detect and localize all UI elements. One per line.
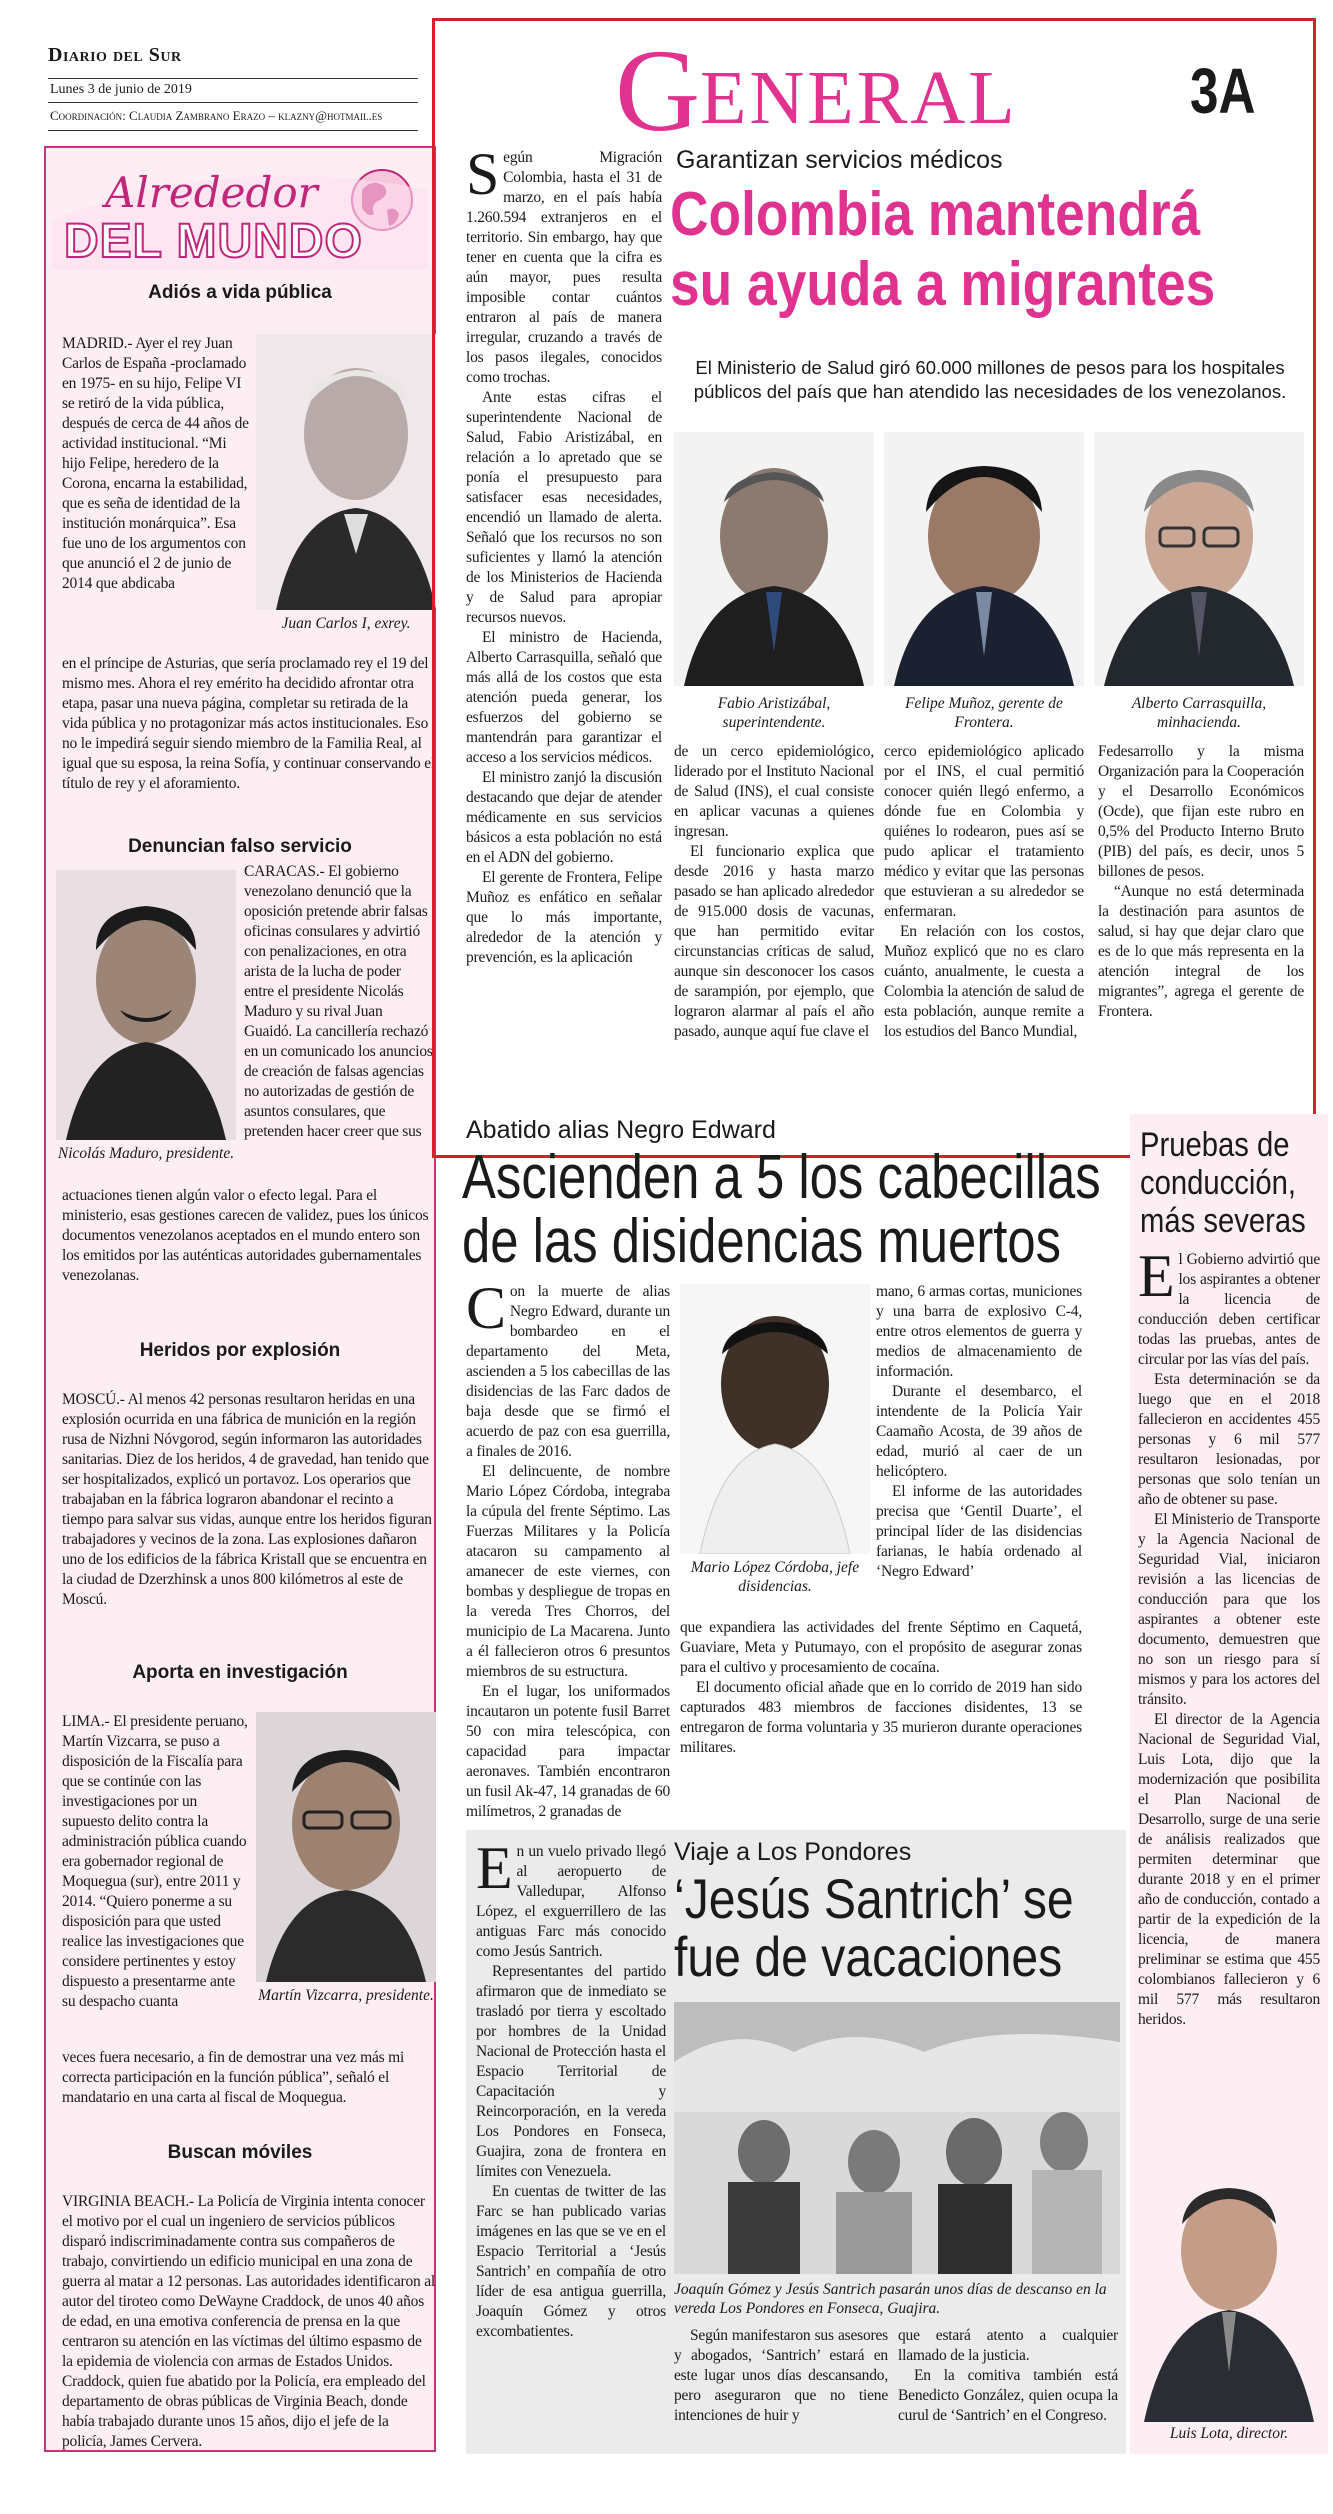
headline-falso-servicio: Denuncian falso servicio <box>128 836 352 857</box>
paragraph: El Ministerio de Transporte y la Agencia Nacional de Seguridad Vial, iniciaron revisión a las licencias de conducción para que los aspirantes a obtener este documento, demuestren que no son un riesgo para sí mismos y para los actores del tránsito. <box>1138 1511 1320 1708</box>
drop-cap: E <box>1138 1243 1175 1309</box>
photo-nicolas-maduro <box>56 870 236 1140</box>
article-text-column <box>1138 1243 1320 2030</box>
paragraph: Durante el desembarco, el intendente de la Policía Yair Caamaño Acosta, de 39 años de edad, murió al caer de un helicóptero. <box>876 1383 1082 1480</box>
newspaper-name: Diario del Sur <box>48 44 182 66</box>
drop-cap: C <box>466 1275 506 1341</box>
article-text-column <box>466 141 662 968</box>
photo-caption: Fabio Aristizábal, superintendente. <box>717 695 831 731</box>
paragraph: El delincuente, de nombre Mario López Córdoba, integraba la cúpula del frente Séptimo. Las Fuerzas Militares y la Policía atacaron su campamento al amanecer de este viernes, con bombas y despliegue de tropas en la vereda Tres Chorros, del municipio de La Macarena. Junto a él fallecieron otros 6 presuntos miembros de su estructura. <box>466 1463 670 1680</box>
paragraph: Según manifestaron sus asesores y abogados, ‘Santrich’ estará en este lugar unos días descansando, pero aseguraron que no tiene intenciones de huir y <box>674 2327 888 2424</box>
issue-date: Lunes 3 de junio de 2019 <box>50 82 192 97</box>
article-text-column <box>876 1282 1082 1582</box>
photo-mario-lopez-cordoba <box>680 1284 870 1554</box>
drop-cap: E <box>476 1835 513 1901</box>
headline <box>674 1867 1074 1988</box>
photo-fabio-aristizabal <box>674 432 874 686</box>
paragraph: Representantes del partido afirmaron que de inmediato se trasladó por tierra y escoltado por hombres de la Unidad Nacional de Protección hasta el Espacio Territorial de Capacitación y Reincorporación, en la vereda Los Pondores en Fonseca, Guajira, zona de frontera en límites con Venezuela. <box>476 1963 666 2180</box>
paragraph: El documento oficial añade que en lo corrido de 2019 han sido capturados 483 miembros de facciones disidentes, 13 se entregaron de forma voluntaria y 35 murieron durante operaciones militares. <box>680 1679 1082 1756</box>
paragraph: En la comitiva también está Benedicto González, quien ocupa la curul de ‘Santrich’ en el Congreso. <box>898 2367 1118 2424</box>
paragraph: El funcionario explica que desde 2016 y hasta marzo pasado se han aplicado alrededor de 915.000 dosis de vacunas, que han permitido evitar circunstancias críticas de salud, aunque sin desconocer los casos de sarampión, por ejemplo, que lograron alarmar al país el año pasado, aunque aquí fue clave el <box>674 843 874 1040</box>
kicker: Garantizan servicios médicos <box>676 146 1003 174</box>
paragraph: El ministro de Hacienda, Alberto Carrasquilla, señaló que más allá de los costos que esta atención pueda generar, los esfuerzos del gobierno se mantendrán para garantizar el acceso a los servicios médicos. <box>466 629 662 766</box>
paragraph: El director de la Agencia Nacional de Seguridad Vial, Luis Lota, dijo que la modernización que posibilita el Plan Nacional de Desarrollo, surge de una serie de análisis realizados que permiten determinar que durante 2018 y en el primer año de conducción, contado a partir de la expedición de la licencia, de manera preliminar se estima que 455 colombianos fallecieron y 6 mil 577 más resultaron heridos. <box>1138 1711 1320 2028</box>
article-text-column <box>674 742 874 1042</box>
headline-line: su ayuda a migrantes <box>670 250 1216 319</box>
photo-caption: Felipe Muñoz, gerente de Frontera. <box>905 695 1063 731</box>
paragraph: Fedesarrollo y la misma Organización para la Cooperación y el Desarrollo Económicos (Ocde), que fijan este rubro en 0,5% del Producto Interno Bruto (PIB) del país, es decir, unos 5 billones de pesos. <box>1098 743 1304 880</box>
paragraph: l Gobierno advirtió que los aspirantes a obtener la licencia de conducción deben certificar todas las pruebas, antes de circular por las vías del país. <box>1138 1251 1320 1368</box>
article-text: LIMA.- El presidente peruano, Martín Vizcarra, se puso a disposición de la Fiscalía para que se continúe con las investigaciones por un supuesto delito contra la administración pública cuando era gobernador regional de Moquegua (sur), entre 2011 y 2014. “Quiero ponerme a su disposición para que usted realice las investigaciones que considere pertinentes y estoy dispuesto a presentarme ante su despacho cuanta <box>62 1713 248 2010</box>
photo-santrich-group <box>674 2002 1120 2274</box>
divider <box>48 102 418 103</box>
headline <box>462 1143 1101 1276</box>
drop-cap: S <box>466 141 500 207</box>
section-title-initial: G <box>615 25 701 156</box>
photo-caption: Juan Carlos I, exrey. <box>281 615 411 632</box>
banner-script-text: Alrededor <box>105 168 318 217</box>
photo-juan-carlos <box>256 334 436 610</box>
photo-caption: Nicolás Maduro, presidente. <box>57 1145 235 1162</box>
photo-felipe-munoz <box>884 432 1084 686</box>
article-text-column <box>898 2326 1118 2426</box>
divider <box>48 130 418 131</box>
main-headline <box>670 180 1220 320</box>
article-text: CARACAS.- El gobierno venezolano denunció que la oposición pretende abrir falsas oficinas consulares y advirtió con penalizaciones, en otra arista de la lucha de poder entre el presidente Nicolás Maduro y su rival Juan Guaidó. La cancillería rechazó en un comunicado los anuncios de creación de falsas agencias no autorizadas de gestión de asuntos consulares, que pretenden hacer creer que sus <box>244 863 433 1140</box>
paragraph: de un cerco epidemiológico, liderado por el Instituto Nacional de Salud (INS), el cual consiste en aplicar vacunas a quienes ingresan. <box>674 743 874 840</box>
paragraph: que estará atento a cualquier llamado de la justicia. <box>898 2327 1118 2364</box>
headline-adios: Adiós a vida pública <box>148 282 332 303</box>
photo-alberto-carrasquilla <box>1094 432 1304 686</box>
paragraph: En relación con los costos, Muñoz explicó que no es claro cuánto, anualmente, le cuesta a Colombia la atención de salud de esta población, aunque remite a los estudios del Banco Mundial, <box>884 923 1084 1040</box>
paragraph: cerco epidemiológico aplicado por el INS, el cual permitió conocer quién llegó enfermo, a dónde fue en Colombia y quiénes lo rodearon, pues así se pudo aplicar el tratamiento médico y evitar que las personas que estuvieran a su alrededor se enfermaran. <box>884 743 1084 920</box>
paragraph: El informe de las autoridades precisa que ‘Gentil Duarte’, el principal líder de las disidencias farianas, le había ordenado al ‘Negro Edward’ <box>876 1483 1082 1580</box>
article-text: MADRID.- Ayer el rey Juan Carlos de España -proclamado en 1975- en su hijo, Felipe VI se retiró de la vida pública, después de cerca de 44 años de actividad institucional. “Mi hijo Felipe, heredero de la Corona, encarna la estabilidad, que es seña de identidad de la institución monárquica”. Esa fue uno de los argumentos con que anunció el 2 de junio de 2014 que abdicaba <box>62 335 249 592</box>
kicker: Abatido alias Negro Edward <box>466 1116 776 1144</box>
headline-line: ‘Jesús Santrich’ se <box>674 1867 1074 1930</box>
headline-moviles: Buscan móviles <box>167 2142 313 2163</box>
paragraph: En cuentas de twitter de las Farc se han publicado varias imágenes en las que se ve en el Espacio Territorial a ‘Jesús Santrich’ en compañía de otro líder de esa antigua guerrilla, Joaquín Gómez y otros excombatientes. <box>476 2183 666 2340</box>
coordination-credit: Coordinación: Claudia Zambrano Erazo – klazny@hotmail.es <box>50 108 383 123</box>
paragraph: egún Migración Colombia, hasta el 31 de marzo, en el país había 1.260.594 extranjeros en el territorio. Sin embargo, hay que tener en cuenta que la cifra es aún mayor, pues resulta imposible contar cuántos entraron al país de manera irregular, cruzando a través de los pasos ilegales, conocidos como trochas. <box>466 149 662 386</box>
section-title: ENERAL <box>700 56 1018 140</box>
headline-line: conducción, <box>1140 1164 1297 1202</box>
article-text-column <box>476 1835 666 2342</box>
photo-luis-lota <box>1138 2158 1320 2422</box>
kicker: Viaje a Los Pondores <box>674 1838 912 1866</box>
photo-caption: Joaquín Gómez y Jesús Santrich pasarán unos días de descanso en la vereda Los Pondores en Fonseca, Guajira. <box>674 2281 1107 2317</box>
paragraph: Esta determinación se da luego que en el 2018 fallecieron en accidentes 455 personas y 6 mil 577 resultaron lesionadas, por personas que solo tenían un año de obtener su pase. <box>1138 1371 1320 1508</box>
photo-caption: Alberto Carrasquilla, minhacienda. <box>1131 695 1267 731</box>
paragraph: mano, 6 armas cortas, municiones y una barra de explosivo C-4, entre otros elementos de guerra y medios de almacenamiento de información. <box>876 1283 1082 1380</box>
headline-line: más severas <box>1140 1202 1306 1240</box>
page-number: 3A <box>1190 55 1256 127</box>
photo-caption: Martín Vizcarra, presidente. <box>258 1987 434 2004</box>
headline-investigacion: Aporta en investigación <box>132 1662 348 1683</box>
photo-caption: Luis Lota, director. <box>1169 2425 1289 2442</box>
paragraph: que expandiera las actividades del frente Séptimo en Caquetá, Guaviare, Meta y Putumayo, con el propósito de asegurar zonas para el cultivo y procesamiento de cocaína. <box>680 1619 1082 1676</box>
headline-explosion: Heridos por explosión <box>139 1340 341 1361</box>
paragraph: El ministro zanjó la discusión destacando que dejar de atender médicamente en sus servicios básicos a esta población no está en el ADN del gobierno. <box>466 769 662 866</box>
article-text-column <box>884 742 1084 1042</box>
headline-line: de las disidencias muertos <box>462 1207 1062 1276</box>
headline-line: Pruebas de <box>1140 1126 1290 1164</box>
article-text: veces fuera necesario, a fin de demostrar una vez más mi correcta participación en la función pública”, señaló el mandatario en una carta al fiscal de Moquegua. <box>62 2049 405 2106</box>
headline-line: Ascienden a 5 los cabecillas <box>462 1143 1101 1212</box>
photo-martin-vizcarra <box>256 1712 436 1982</box>
paragraph: “Aunque no está determinada la destinación para asuntos de salud, si hay que dejar claro que es de lo que más representa en la atención integral de los migrantes”, agrega el gerente de Frontera. <box>1098 883 1304 1020</box>
article-text: VIRGINIA BEACH.- La Policía de Virginia intenta conocer el motivo por el cual un ingeniero de servicios públicos disparó indiscriminadamente contra sus compañeros de trabajo, convirtiendo un edificio municipal en una zona de guerra al matar a 12 personas. Las autoridades identificaron al autor del tiroteo como DeWayne Craddock, de unos 40 años de edad, en una emotiva conferencia de prensa en la que centraron su atención en las víctimas del último espasmo de la epidemia de violencia con armas de Estados Unidos. Craddock, quien fue abatido por la Policía, era empleado del departamento de obras públicas de Virginia Beach, donde había trabajado durante unos 15 años, dijo el jefe de la policía, James Cervera. <box>62 2193 436 2450</box>
subheadline: El Ministerio de Salud giró 60.000 millones de pesos para los hospitales públicos del país que han atendido las necesidades de los venezolanos. <box>693 357 1287 402</box>
headline <box>1140 1126 1306 1240</box>
paragraph: n un vuelo privado llegó al aeropuerto de Valledupar, Alfonso López, el exguerrillero de las antiguas Farc más conocido como Jesús Santrich. <box>476 1843 666 1960</box>
article-text-column <box>466 1275 670 1822</box>
banner-title: DEL MUNDO <box>64 215 363 268</box>
photo-caption: Mario López Córdoba, jefe disidencias. <box>690 1559 860 1595</box>
article-text: actuaciones tienen algún valor o efecto legal. Para el ministerio, esas gestiones carecen de validez, pues los únicos documentos venezolanos aceptados en el mundo entero son los emitidos por las auténticas autoridades gubernamentales venezolanas. <box>62 1187 429 1284</box>
paragraph: El gerente de Frontera, Felipe Muñoz es enfático en señalar que lo más importante, alrededor de la atención y prevención, es la aplicación <box>466 869 662 966</box>
article-text: MOSCÚ.- Al menos 42 personas resultaron heridas en una explosión ocurrida en una fábrica de munición en la región rusa de Nizhni Nóvgorod, según informaron las autoridades sanitarias. Diez de los heridos, 4 de gravedad, han tenido que ser hospitalizados, explicó un portavoz. Los operarios que trabajaban en la fábrica lograron abandonar el recinto a tiempo para salvar sus vidas, aunque entre los heridos figuran trabajadores y vecinos de la zona. Las explosiones dañaron uno de los edificios de la fábrica Kristall que se encuentra en la ciudad de Dzerzhinsk a unos 800 kilómetros al este de Moscú. <box>62 1391 432 1608</box>
divider <box>48 78 418 79</box>
paragraph: Ante estas cifras el superintendente Nacional de Salud, Fabio Aristizábal, en relación a lo apretado que se ponía el presupuesto para satisfacer esas necesidades, encendió un llamado de alerta. Señaló que los recursos no son suficientes y llamó la atención de los Ministerios de Hacienda y de Salud para apropiar recursos nuevos. <box>466 389 662 626</box>
article-text: en el príncipe de Asturias, que sería proclamado rey el 19 del mismo mes. Ahora el rey emérito ha decidido afrontar otra etapa, pasar una nueva página, completar su retirada de la vida pública y no protagonizar más actos institucionales. Eso no le impedirá seguir siendo miembro de la Familia Real, al igual que su esposa, la reina Sofía, y continuar conservando el título de rey y el aforamiento. <box>62 655 436 792</box>
article-text-column <box>1098 742 1304 1022</box>
headline-line: fue de vacaciones <box>674 1925 1063 1988</box>
paragraph: En el lugar, los uniformados incautaron un potente fusil Barret 50 con mira telescópica, con capacidad para impactar aeronaves. También encontraron un fusil Ak-47, 14 granadas de 60 milímetros, 2 granadas de <box>466 1683 670 1820</box>
article-text-column <box>674 2326 888 2426</box>
headline-line: Colombia mantendrá <box>670 180 1201 249</box>
article-text-column <box>680 1618 1082 1758</box>
paragraph: on la muerte de alias Negro Edward, durante un bombardeo en el departamento del Meta, ascienden a 5 los cabecillas de las disidencias de las Farc dados de baja desde que se firmó el acuerdo de paz con esa guerrilla, a finales de 2016. <box>466 1283 670 1460</box>
